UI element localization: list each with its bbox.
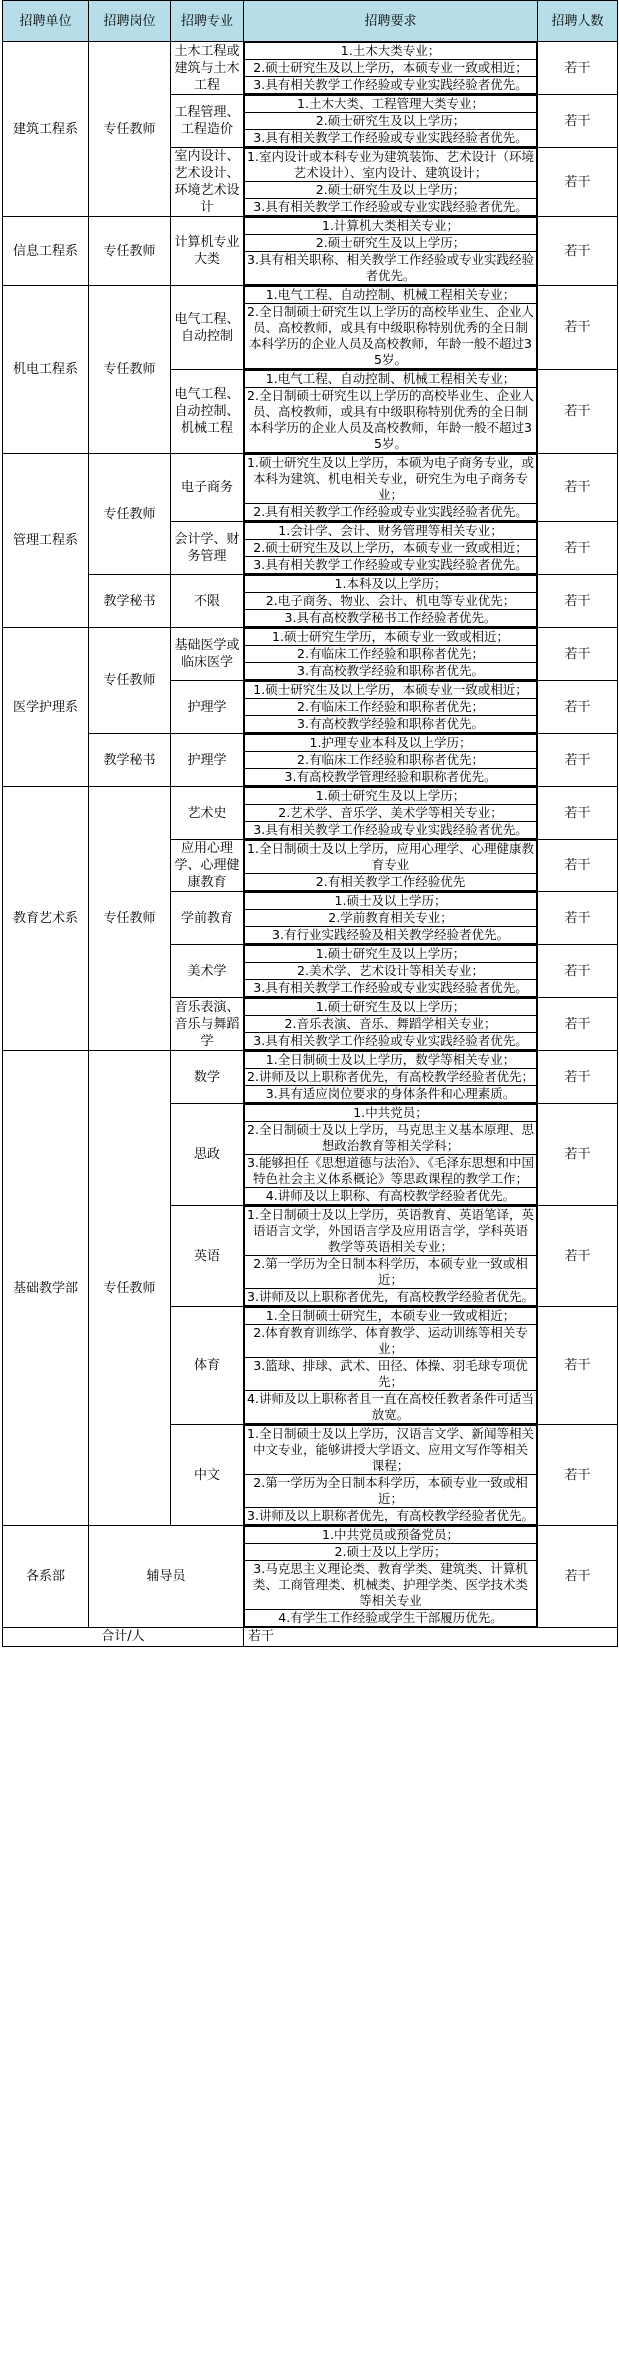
requirement-line: 3.有行业实践经验及相关教学经验者优先。	[244, 927, 537, 944]
requirements-cell	[244, 217, 538, 286]
requirement-line: 2.硕士及以上学历；	[244, 1544, 537, 1561]
requirement-line: 3.有高校教学经验和职称者优先。	[244, 716, 537, 733]
requirement-line: 1.全日制硕士及以上学历，英语教育、英语笔译，英语语言文学，外国语言学及应用语言学，学科英语教学等英语相关专业；	[244, 1206, 537, 1256]
count-cell: 若干	[538, 1104, 618, 1206]
major-cell: 数学	[171, 1051, 244, 1104]
major-cell: 护理学	[171, 734, 244, 787]
requirement-line: 1.全日制硕士及以上学历，应用心理学、心理健康教育专业	[244, 840, 537, 874]
requirement-line: 3.能够担任《思想道德与法治》、《毛泽东思想和中国特色社会主义体系概论》等思政课程的教学工作；	[244, 1155, 537, 1188]
requirement-line: 4.有学生工作经验或学生干部履历优先。	[244, 1610, 537, 1627]
requirement-line: 1.硕士及以上学历；	[244, 892, 537, 910]
major-cell: 计算机专业大类	[171, 217, 244, 286]
major-cell: 工程管理、工程造价	[171, 95, 244, 148]
requirement-line: 2.讲师及以上职称者优先，有高校教学经验者优先；	[244, 1069, 537, 1086]
requirements-cell	[244, 370, 538, 454]
count-cell: 若干	[538, 42, 618, 95]
requirements-cell	[244, 628, 538, 681]
requirement-line: 3.有高校教学经验和职称者优先。	[244, 663, 537, 680]
major-cell: 美术学	[171, 945, 244, 998]
major-cell: 中文	[171, 1425, 244, 1526]
count-cell: 若干	[538, 575, 618, 628]
requirement-line: 1.电气工程、自动控制、机械工程相关专业；	[244, 286, 537, 304]
count-cell: 若干	[538, 998, 618, 1051]
requirement-line: 2.硕士研究生及以上学历，本硕专业一致或相近；	[244, 540, 537, 557]
count-cell: 若干	[538, 217, 618, 286]
requirement-line: 1.全日制硕士及以上学历，数学等相关专业；	[244, 1051, 537, 1069]
major-cell: 土木工程或建筑与土木工程	[171, 42, 244, 95]
major-cell: 不限	[171, 575, 244, 628]
requirements-cell	[244, 1104, 538, 1206]
major-cell: 英语	[171, 1206, 244, 1307]
requirement-line: 1.本科及以上学历；	[244, 575, 537, 593]
requirement-line: 2.电子商务、物业、会计、机电等专业优先；	[244, 593, 537, 610]
requirements-cell	[244, 787, 538, 840]
requirement-line: 2.美术学、艺术设计等相关专业；	[244, 963, 537, 980]
requirements-cell	[244, 454, 538, 522]
requirement-line: 2.有临床工作经验和职称者优先；	[244, 646, 537, 663]
requirement-line: 1.计算机大类相关专业；	[244, 217, 537, 235]
post-cell: 专任教师	[89, 42, 171, 217]
requirement-line: 3.讲师及以上职称者优先，有高校教学经验者优先。	[244, 1289, 537, 1306]
table-row	[3, 575, 618, 628]
requirement-line: 1.硕士研究生学历，本硕专业一致或相近；	[244, 628, 537, 646]
count-cell: 若干	[538, 1425, 618, 1526]
unit-cell: 管理工程系	[3, 454, 89, 628]
count-cell: 若干	[538, 787, 618, 840]
post-cell: 专任教师	[89, 787, 171, 1051]
count-cell: 若干	[538, 522, 618, 575]
requirement-line: 1.中共党员或预备党员；	[244, 1526, 537, 1544]
unit-cell: 各系部	[3, 1526, 89, 1628]
requirement-line: 1.电气工程、自动控制、机械工程相关专业；	[244, 370, 537, 388]
requirement-line: 3.具有相关教学工作经验或专业实践经验者优先。	[244, 130, 537, 147]
requirement-line: 2.有相关教学工作经验优先	[244, 874, 537, 891]
count-cell: 若干	[538, 1307, 618, 1425]
requirement-line: 3.具有适应岗位要求的身体条件和心理素质。	[244, 1086, 537, 1103]
count-cell: 若干	[538, 148, 618, 217]
major-cell: 学前教育	[171, 892, 244, 945]
major-cell: 思政	[171, 1104, 244, 1206]
table-row	[3, 1526, 618, 1628]
requirement-line: 3.讲师及以上职称者优先，有高校教学经验者优先。	[244, 1508, 537, 1525]
unit-cell: 医学护理系	[3, 628, 89, 787]
requirement-line: 2.硕士研究生及以上学历；	[244, 182, 537, 199]
total-value: 若干	[244, 1628, 618, 1647]
major-cell: 电气工程、自动控制	[171, 286, 244, 370]
table-row	[3, 286, 618, 370]
requirement-line: 3.有高校教学管理经验和职称者优先。	[244, 769, 537, 786]
requirement-line: 2.硕士研究生及以上学历；	[244, 113, 537, 130]
header-count: 招聘人数	[538, 1, 618, 42]
requirement-line: 2.艺术学、音乐学、美术学等相关专业；	[244, 805, 537, 822]
requirements-cell	[244, 945, 538, 998]
table-row	[3, 734, 618, 787]
requirement-line: 3.具有相关教学工作经验或专业实践经验者优先。	[244, 77, 537, 94]
header-major: 招聘专业	[171, 1, 244, 42]
major-cell: 音乐表演、音乐与舞蹈学	[171, 998, 244, 1051]
requirement-line: 3.具有相关教学工作经验或专业实践经验者优先。	[244, 822, 537, 839]
post-cell: 专任教师	[89, 217, 171, 286]
requirement-line: 3.具有相关教学工作经验或专业实践经验者优先。	[244, 1033, 537, 1050]
recruitment-table	[2, 0, 618, 1647]
header-post: 招聘岗位	[89, 1, 171, 42]
count-cell: 若干	[538, 370, 618, 454]
count-cell: 若干	[538, 286, 618, 370]
requirement-line: 2.第一学历为全日制本科学历，本硕专业一致或相近；	[244, 1256, 537, 1289]
post-cell: 教学秘书	[89, 575, 171, 628]
count-cell: 若干	[538, 892, 618, 945]
requirements-cell	[244, 681, 538, 734]
requirement-line: 1.土木大类、工程管理大类专业；	[244, 95, 537, 113]
post-cell: 辅导员	[89, 1526, 244, 1628]
requirements-cell	[244, 1526, 538, 1628]
major-cell: 应用心理学、心理健康教育	[171, 840, 244, 892]
count-cell: 若干	[538, 1526, 618, 1628]
requirements-cell	[244, 286, 538, 370]
count-cell: 若干	[538, 1206, 618, 1307]
unit-cell: 建筑工程系	[3, 42, 89, 217]
table-body	[3, 42, 618, 1647]
requirements-cell	[244, 522, 538, 575]
requirements-cell	[244, 1051, 538, 1104]
total-row	[3, 1628, 618, 1647]
requirement-line: 2.体育教育训练学、体育教学、运动训练等相关专业；	[244, 1325, 537, 1358]
requirement-line: 3.具有相关职称、相关教学工作经验或专业实践经验者优先。	[244, 252, 537, 285]
requirement-line: 3.具有相关教学工作经验或专业实践经验者优先。	[244, 980, 537, 997]
requirements-cell	[244, 1425, 538, 1526]
requirements-cell	[244, 734, 538, 787]
requirement-line: 1.土木大类专业；	[244, 42, 537, 60]
table-row	[3, 628, 618, 681]
count-cell: 若干	[538, 734, 618, 787]
requirement-line: 2.全日制硕士研究生以上学历的高校毕业生、企业人员、高校教师，或具有中级职称特别优秀的全日制本科学历的企业人员及高校教师，年龄一般不超过35岁。	[244, 388, 537, 453]
post-cell: 专任教师	[89, 454, 171, 575]
count-cell: 若干	[538, 840, 618, 892]
requirement-line: 2.学前教育相关专业；	[244, 910, 537, 927]
requirements-cell	[244, 95, 538, 148]
header-requirements: 招聘要求	[244, 1, 538, 42]
requirements-cell	[244, 148, 538, 217]
requirements-cell	[244, 42, 538, 95]
requirement-line: 1.护理专业本科及以上学历；	[244, 734, 537, 752]
major-cell: 基础医学或临床医学	[171, 628, 244, 681]
requirement-line: 3.具有高校教学秘书工作经验者优先。	[244, 610, 537, 627]
requirement-line: 3.具有相关教学工作经验或专业实践经验者优先。	[244, 557, 537, 574]
requirement-line: 1.全日制硕士及以上学历，汉语言文学、新闻等相关中文专业，能够讲授大学语文、应用文写作等相关课程；	[244, 1425, 537, 1475]
requirements-cell	[244, 892, 538, 945]
table-row	[3, 787, 618, 840]
count-cell: 若干	[538, 454, 618, 522]
requirements-cell	[244, 1307, 538, 1425]
post-cell: 专任教师	[89, 286, 171, 454]
post-cell: 专任教师	[89, 1051, 171, 1526]
header-row	[3, 1, 618, 42]
requirement-line: 2.第一学历为全日制本科学历，本硕专业一致或相近；	[244, 1475, 537, 1508]
requirement-line: 2.全日制硕士研究生以上学历的高校毕业生、企业人员、高校教师，或具有中级职称特别优秀的全日制本科学历的企业人员及高校教师，年龄一般不超过35岁。	[244, 304, 537, 369]
major-cell: 体育	[171, 1307, 244, 1425]
count-cell: 若干	[538, 945, 618, 998]
count-cell: 若干	[538, 628, 618, 681]
table-row	[3, 1051, 618, 1104]
requirement-line: 1.硕士研究生及以上学历，本硕专业一致或相近；	[244, 681, 537, 699]
major-cell: 艺术史	[171, 787, 244, 840]
requirement-line: 2.硕士研究生及以上学历；	[244, 235, 537, 252]
requirements-cell	[244, 840, 538, 892]
major-cell: 室内设计、艺术设计、环境艺术设计	[171, 148, 244, 217]
count-cell: 若干	[538, 95, 618, 148]
requirement-line: 1.室内设计或本科专业为建筑装饰、艺术设计（环境艺术设计）、室内设计、建筑设计；	[244, 148, 537, 182]
post-cell: 教学秘书	[89, 734, 171, 787]
requirements-cell	[244, 998, 538, 1051]
requirement-line: 3.具有相关教学工作经验或专业实践经验者优先。	[244, 199, 537, 216]
unit-cell: 基础教学部	[3, 1051, 89, 1526]
requirement-line: 2.具有相关教学工作经验或专业实践经验者优先。	[244, 504, 537, 521]
post-cell: 专任教师	[89, 628, 171, 734]
requirement-line: 4.讲师及以上职称者且一直在高校任教者条件可适当放宽。	[244, 1391, 537, 1424]
header-unit: 招聘单位	[3, 1, 89, 42]
requirement-line: 1.中共党员；	[244, 1104, 537, 1122]
requirement-line: 2.全日制硕士及以上学历，马克思主义基本原理、思想政治教育等相关学科；	[244, 1122, 537, 1155]
requirement-line: 1.全日制硕士研究生，本硕专业一致或相近；	[244, 1307, 537, 1325]
table-row	[3, 454, 618, 522]
requirement-line: 2.硕士研究生及以上学历，本硕专业一致或相近；	[244, 60, 537, 77]
requirement-line: 1.硕士研究生及以上学历；	[244, 998, 537, 1016]
table-row	[3, 42, 618, 95]
requirement-line: 1.会计学、会计、财务管理等相关专业；	[244, 522, 537, 540]
requirement-line: 1.硕士研究生及以上学历；	[244, 945, 537, 963]
requirement-line: 1.硕士研究生及以上学历；	[244, 787, 537, 805]
count-cell: 若干	[538, 1051, 618, 1104]
unit-cell: 机电工程系	[3, 286, 89, 454]
count-cell: 若干	[538, 681, 618, 734]
requirement-line: 3.篮球、排球、武术、田径、体操、羽毛球专项优先；	[244, 1358, 537, 1391]
requirement-line: 2.有临床工作经验和职称者优先；	[244, 752, 537, 769]
total-label: 合计/人	[3, 1628, 244, 1647]
requirement-line: 2.音乐表演、音乐、舞蹈学相关专业；	[244, 1016, 537, 1033]
major-cell: 电子商务	[171, 454, 244, 522]
requirement-line: 1.硕士研究生及以上学历，本硕为电子商务专业，或本科为建筑、机电相关专业，研究生为电子商务专业；	[244, 454, 537, 504]
requirement-line: 2.有临床工作经验和职称者优先；	[244, 699, 537, 716]
major-cell: 会计学、财务管理	[171, 522, 244, 575]
unit-cell: 教育艺术系	[3, 787, 89, 1051]
requirements-cell	[244, 575, 538, 628]
major-cell: 护理学	[171, 681, 244, 734]
table-row	[3, 217, 618, 286]
requirements-cell	[244, 1206, 538, 1307]
unit-cell: 信息工程系	[3, 217, 89, 286]
requirement-line: 3.马克思主义理论类、教育学类、建筑类、计算机类、工商管理类、机械类、护理学类、医学技术类等相关专业	[244, 1561, 537, 1610]
requirement-line: 4.讲师及以上职称、有高校教学经验者优先。	[244, 1188, 537, 1205]
major-cell: 电气工程、自动控制、机械工程	[171, 370, 244, 454]
